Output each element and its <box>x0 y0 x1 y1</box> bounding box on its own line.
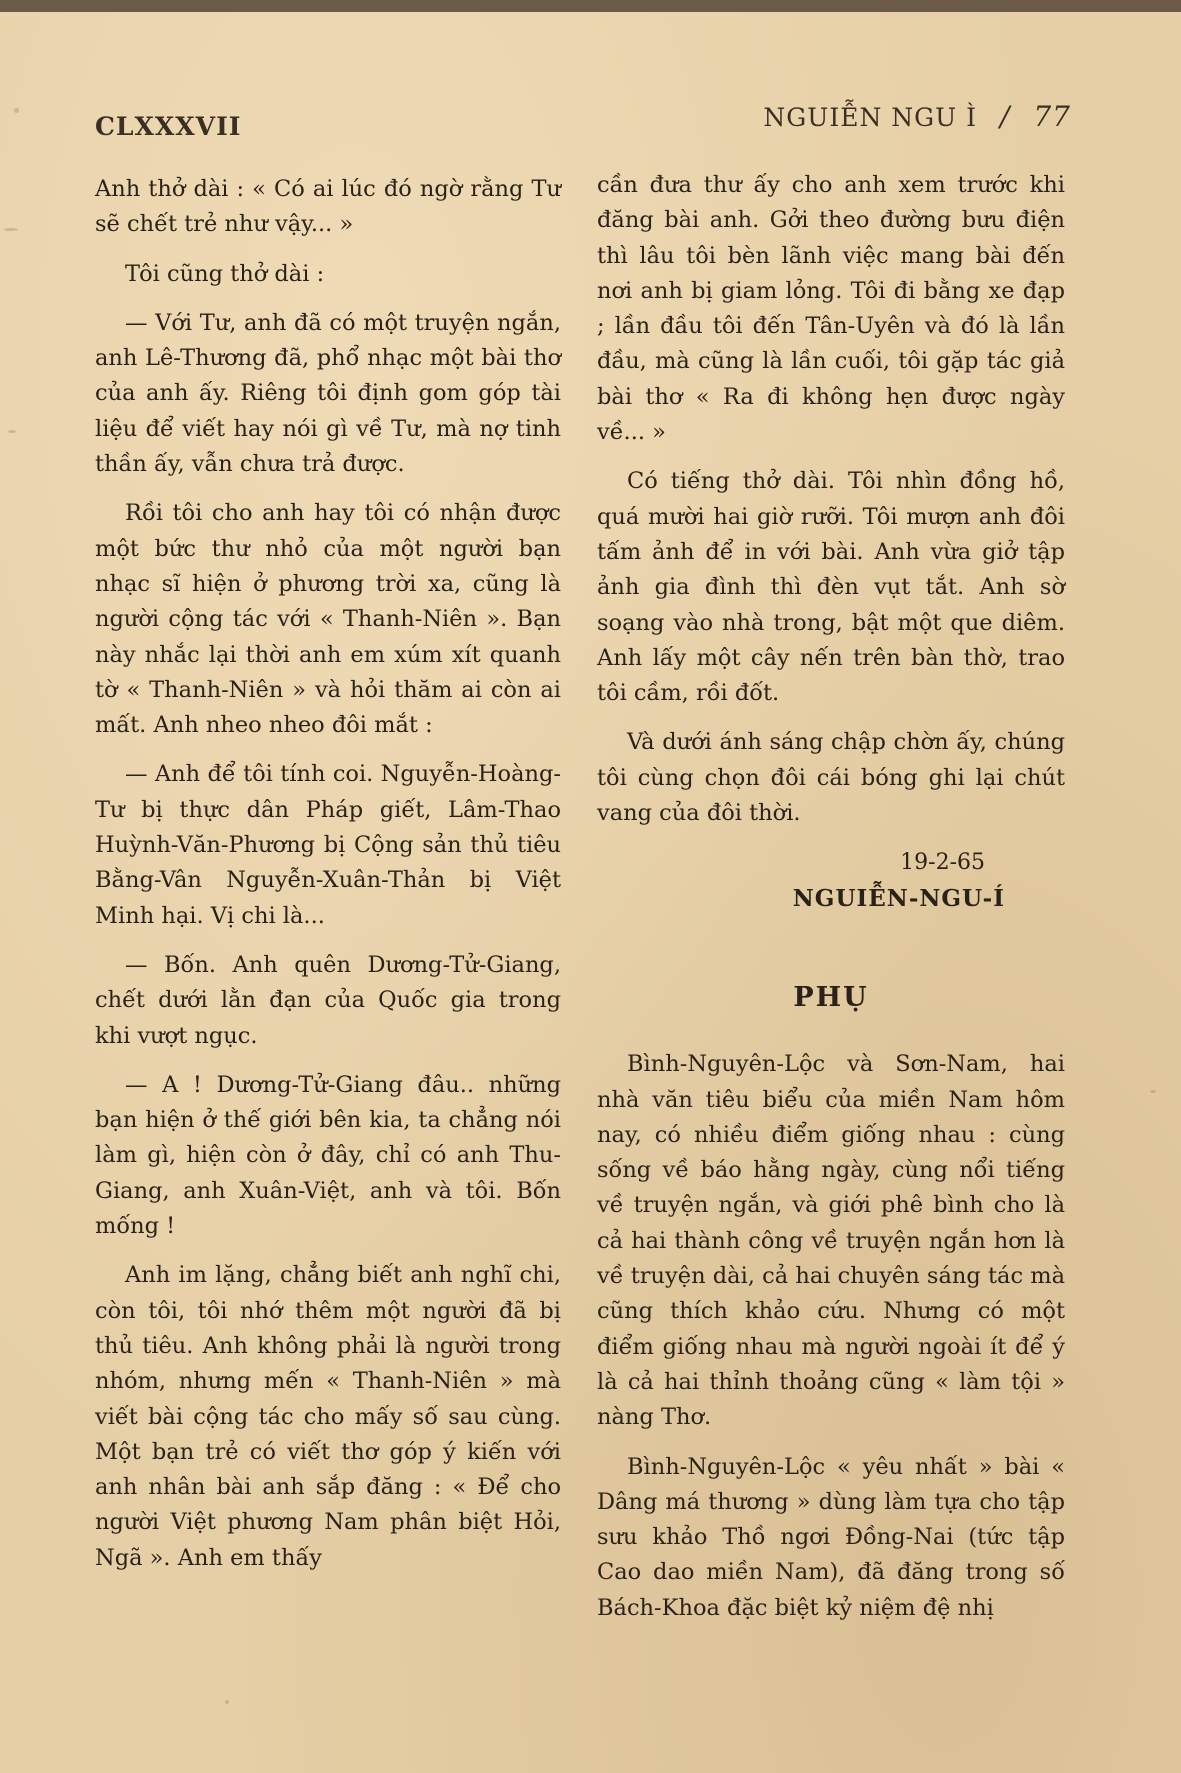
paragraph: — Bốn. Anh quên Dương-Tử-Giang, chết dưới lằn đạn của Quốc gia trong khi vượt ngục. <box>95 951 561 1049</box>
issue-number: CLXXXVII <box>95 112 242 141</box>
top-edge <box>0 0 1181 12</box>
paper-spot <box>1150 1090 1156 1093</box>
paragraph: Anh im lặng, chẳng biết anh nghĩ chi, còn tôi, tôi nhớ thêm một người đã bị thủ tiêu. Anh không phải là người trong nhóm, nhưng mến « Thanh-Niên » mà viết bài cộng tác cho mấy số sau cùng. Một bạn trẻ có viết thơ góp ý kiến với anh nhân bài anh sắp đăng : « Để cho người Việt phương Nam phân biệt Hỏi, Ngã ». Anh em thấy <box>95 1262 561 1571</box>
left-column <box>95 172 561 1590</box>
paper-spot <box>8 430 16 433</box>
section-title: PHỤ <box>793 981 869 1013</box>
page-number: 77 <box>1033 100 1071 133</box>
page-separator: / <box>999 100 1011 133</box>
paragraph: — A ! Dương-Tử-Giang đâu.. những bạn hiện ở thế giới bên kia, ta chẳng nói làm gì, hiện còn ở đây, chỉ có anh Thu-Giang, anh Xuân-Việt, anh và tôi. Bốn mống ! <box>95 1071 561 1240</box>
paragraph: cần đưa thư ấy cho anh xem trước khi đăng bài anh. Gởi theo đường bưu điện thì lâu tôi bèn lãnh việc mang bài đến nơi anh bị giam lỏng. Tôi đi bằng xe đạp ; lần đầu tôi đến Tân-Uyên và đó là lần đầu, mà cũng là lần cuối, tôi gặp tác giả bài thơ « Ra đi không hẹn được ngày về... » <box>597 172 1065 446</box>
running-header <box>763 100 1071 133</box>
paper-spot <box>4 228 18 231</box>
paragraph: Bình-Nguyên-Lộc « yêu nhất » bài « Dâng má thương » dùng làm tựa cho tập sưu khảo Thồ ngơi Đồng-Nai (tức tập Cao dao miền Nam), đã đăng trong số Bách-Khoa đặc biệt kỷ niệm đệ nhị <box>597 1453 1065 1621</box>
paragraph: Bình-Nguyên-Lộc và Sơn-Nam, hai nhà văn tiêu biểu của miền Nam hôm nay, có nhiều điểm giống nhau : cùng sống về báo hằng ngày, cùng nổi tiếng về truyện ngắn, và giới phê bình cho là cả hai thành công về truyện ngắn hơn là về truyện dài, cả hai chuyên sáng tác mà cũng thích khảo cứu. Nhưng có một điểm giống nhau mà người ngoài ít để ý là cả hai thỉnh thoảng cũng « làm tội » nàng Thơ. <box>597 1051 1065 1431</box>
article-date: 19-2-65 <box>900 850 985 876</box>
paragraph: Rồi tôi cho anh hay tôi có nhận được một bức thư nhỏ của một người bạn nhạc sĩ hiện ở phương trời xa, cũng là người cộng tác với « Thanh-Niên ». Bạn này nhắc lại thời anh em xúm xít quanh tờ « Thanh-Niên » và hỏi thăm ai còn ai mất. Anh nheo nheo đôi mắt : <box>95 500 561 739</box>
author-header: NGUIỄN NGU Ì <box>763 103 978 132</box>
right-column <box>597 168 1065 1640</box>
paragraph: Tôi cũng thở dài : <box>125 260 325 287</box>
author-signature: NGUIỄN-NGU-Í <box>792 884 1005 912</box>
paragraph: Anh thở dài : « Có ai lúc đó ngờ rằng Tư sẽ chết trẻ như vậy... » <box>95 176 561 238</box>
paper-spot <box>225 1700 229 1704</box>
paper-spot <box>14 108 19 113</box>
paragraph: Có tiếng thở dài. Tôi nhìn đồng hồ, quá mười hai giờ rưỡi. Tôi mượn anh đôi tấm ảnh để in với bài. Anh vừa giở tập ảnh gia đình thì đèn vụt tắt. Anh sờ soạng vào nhà trong, bật một que diêm. Anh lấy một cây nến trên bàn thờ, trao tôi cầm, rồi đốt. <box>597 468 1065 707</box>
paragraph: — Anh để tôi tính coi. Nguyễn-Hoàng-Tư bị thực dân Pháp giết, Lâm-Thao Huỳnh-Văn-Phương bị Cộng sản thủ tiêu Bằng-Vân Nguyễn-Xuân-Thản bị Việt Minh hại. Vị chi là... <box>95 761 561 929</box>
paragraph: — Với Tư, anh đã có một truyện ngắn, anh Lê-Thương đã, phổ nhạc một bài thơ của anh ấy. Riêng tôi định gom góp tài liệu để viết hay nói gì về Tư, mà nợ tinh thần ấy, vẫn chưa trả được. <box>95 309 561 478</box>
paragraph: Và dưới ánh sáng chập chờn ấy, chúng tôi cùng chọn đôi cái bóng ghi lại chút vang của đôi thời. <box>597 729 1065 827</box>
